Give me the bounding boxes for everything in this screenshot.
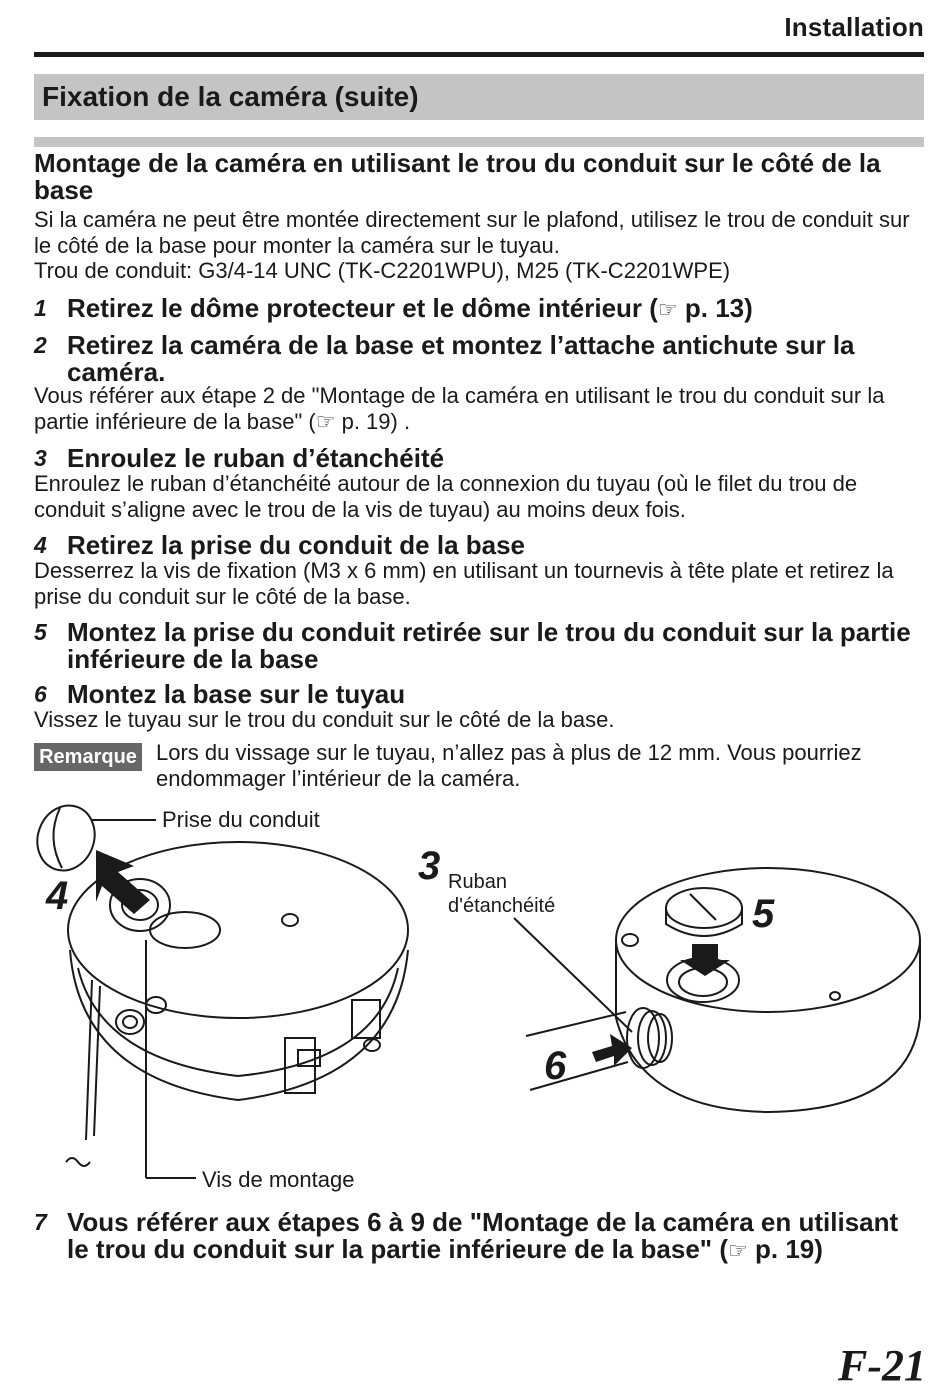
step-7: [34, 1209, 926, 1264]
step-title: Retirez le dôme protecteur et le dôme intérieur (: [67, 293, 658, 323]
page-number: F-21: [838, 1341, 926, 1390]
intro-paragraph: Si la caméra ne peut être montée directement sur le plafond, utilisez le trou de conduit sur le côté de la base pour monter la caméra sur le tuyau.: [34, 207, 910, 258]
pointing-hand-icon: ☞: [728, 1238, 748, 1263]
step-number: 4: [34, 532, 47, 558]
label-conduit-plug: Prise du conduit: [162, 807, 320, 832]
step-number: 3: [34, 445, 47, 471]
conduit-spec: Trou de conduit: G3/4-14 UNC (TK-C2201WPU), M25 (TK-C2201WPE): [34, 258, 731, 283]
step-title: Vous référer aux étapes 6 à 9 de "Montage de la caméra en utilisant le trou du conduit sur la partie inférieure de la base" (: [67, 1207, 899, 1264]
step-2-body: [34, 383, 926, 434]
camera-base-drawing: [0, 800, 950, 1210]
step-number: 1: [34, 295, 47, 321]
step-title: Enroulez le ruban d’étanchéité: [67, 443, 445, 473]
section-title: Fixation de la caméra (suite): [34, 74, 924, 120]
callout-4: 4: [46, 874, 69, 918]
step-title: Retirez la caméra de la base et montez l’attache antichute sur la caméra.: [67, 330, 855, 387]
label-mounting-screw: Vis de montage: [202, 1167, 355, 1192]
callout-6: 6: [544, 1044, 567, 1088]
subheading: Montage de la caméra en utilisant le trou du conduit sur le côté de la base: [34, 148, 881, 205]
right-base-top: [616, 868, 920, 1012]
step-title: Montez la prise du conduit retirée sur le trou du conduit sur la partie inférieure de la base: [67, 617, 911, 674]
step-number: 2: [34, 332, 47, 358]
step-1: [34, 295, 926, 323]
label-tape-line1: Ruban: [448, 871, 507, 893]
pointing-hand-icon: ☞: [315, 408, 336, 434]
running-header: Installation: [784, 12, 924, 42]
step-number: 6: [34, 681, 47, 707]
page-reference: p. 19): [747, 1234, 823, 1264]
step-3: [34, 445, 926, 472]
callout-3: 3: [418, 844, 441, 888]
step-title: Retirez la prise du conduit de la base: [67, 530, 526, 560]
step-6: [34, 681, 926, 708]
step-6-body: Vissez le tuyau sur le trou du conduit sur le côté de la base.: [34, 707, 615, 732]
step-4-body: Desserrez la vis de fixation (M3 x 6 mm) en utilisant un tournevis à tête plate et retirez la prise du conduit sur le côté de la base.: [34, 558, 894, 609]
step-body-text: Vous référer aux étape 2 de "Montage de la caméra en utilisant le trou du conduit sur la partie inférieure de la base" (: [34, 383, 885, 434]
step-4: [34, 532, 926, 559]
pointing-hand-icon: ☞: [657, 297, 678, 322]
callout-5: 5: [752, 892, 775, 936]
step-title: Montez la base sur le tuyau: [67, 679, 406, 709]
page-reference: p. 13): [677, 293, 753, 323]
remark-text: Lors du vissage sur le tuyau, n’allez pas à plus de 12 mm. Vous pourriez endommager l’intérieur de la caméra.: [156, 740, 862, 791]
step-number: 7: [34, 1209, 47, 1235]
installation-illustration: [0, 800, 950, 1210]
step-5: [34, 619, 926, 673]
remark-badge: Remarque: [34, 743, 142, 771]
arrow-right-icon: [592, 1034, 632, 1066]
page-reference: p. 19) .: [335, 408, 411, 434]
conduit-plug-shape: [28, 800, 103, 879]
step-3-body: Enroulez le ruban d’étanchéité autour de la connexion du tuyau (où le filet du trou de conduit s’aligne avec le trou de la vis de tuyau) au moins deux fois.: [34, 471, 858, 522]
step-2: [34, 332, 926, 386]
label-tape-line2: d'étanchéité: [448, 895, 556, 917]
step-number: 5: [34, 619, 47, 645]
section-rule: [34, 137, 924, 147]
header-rule: [34, 52, 924, 57]
